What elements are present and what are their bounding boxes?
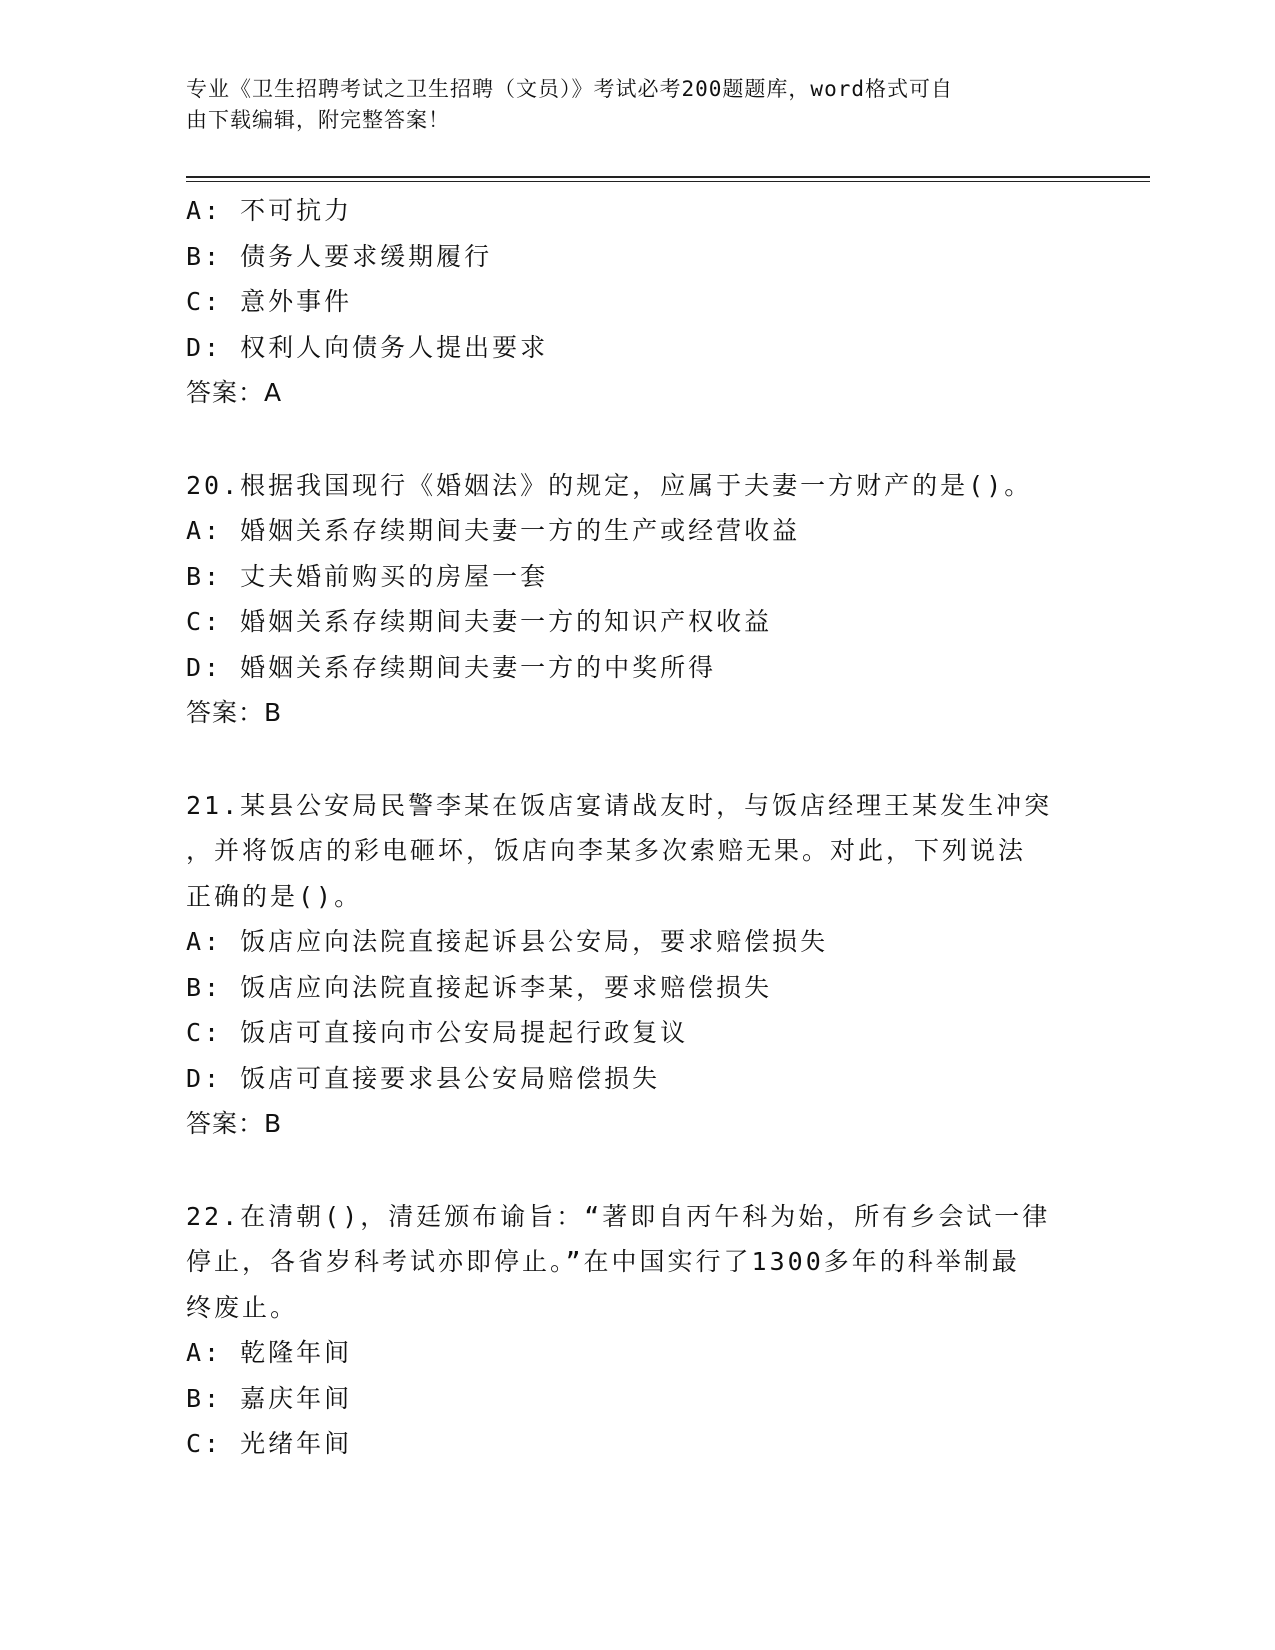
option-a: A: 婚姻关系存续期间夫妻一方的生产或经营收益 — [186, 516, 801, 545]
option-a: A: 乾隆年间 — [186, 1338, 353, 1367]
option-d: D: 权利人向债务人提出要求 — [186, 332, 549, 362]
option-b: B: 饭店应向法院直接起诉李某，要求赔偿损失 — [186, 972, 773, 1002]
option-c: C: 意外事件 — [186, 287, 353, 316]
option-d: D: 饭店可直接要求县公安局赔偿损失 — [186, 1063, 661, 1093]
option-c: C: 饭店可直接向市公安局提起行政复议 — [186, 1018, 689, 1047]
document-header — [186, 74, 1066, 136]
question-stem-line-1: 22.在清朝()，清廷颁布谕旨：“著即自丙午科为始，所有乡会试一律 — [186, 1201, 1051, 1231]
option-d: D: 婚姻关系存续期间夫妻一方的中奖所得 — [186, 652, 717, 682]
question-stem-line-1: 21.某县公安局民警李某在饭店宴请战友时，与饭店经理王某发生冲突 — [186, 790, 1053, 820]
question-gap — [186, 416, 1086, 463]
answer: 答案：B — [186, 1109, 283, 1138]
question-19 — [186, 188, 1086, 416]
option-b: B: 债务人要求缓期履行 — [186, 241, 493, 271]
question-list — [186, 188, 1086, 1467]
question-stem-line-2: ，并将饭店的彩电砸坏，饭店向李某多次索赔无果。对此，下列说法 — [186, 836, 1027, 865]
question-stem-line-3: 终废止。 — [186, 1292, 299, 1322]
header-line-2: 由下载编辑，附完整答案！ — [186, 108, 450, 132]
question-gap — [186, 736, 1086, 783]
option-a: A: 不可抗力 — [186, 196, 353, 225]
option-c: C: 光绪年间 — [186, 1429, 353, 1458]
question-stem-line-3: 正确的是()。 — [186, 881, 363, 911]
answer: 答案：B — [186, 698, 283, 727]
question-gap — [186, 1147, 1086, 1194]
question-stem: 20.根据我国现行《婚姻法》的规定，应属于夫妻一方财产的是()。 — [186, 470, 1033, 500]
question-21 — [186, 783, 1086, 1147]
answer: 答案：A — [186, 378, 283, 407]
option-c: C: 婚姻关系存续期间夫妻一方的知识产权收益 — [186, 607, 773, 636]
option-b: B: 丈夫婚前购买的房屋一套 — [186, 561, 549, 591]
option-a: A: 饭店应向法院直接起诉县公安局，要求赔偿损失 — [186, 927, 829, 956]
question-stem-line-2: 停止，各省岁科考试亦即停止。”在中国实行了1300多年的科举制最 — [186, 1247, 1020, 1276]
header-divider — [186, 176, 1150, 182]
option-b: B: 嘉庆年间 — [186, 1383, 353, 1413]
question-22 — [186, 1194, 1086, 1467]
question-20 — [186, 463, 1086, 736]
header-line-1: 专业《卫生招聘考试之卫生招聘（文员）》考试必考200题题库，word格式可自 — [186, 77, 953, 101]
